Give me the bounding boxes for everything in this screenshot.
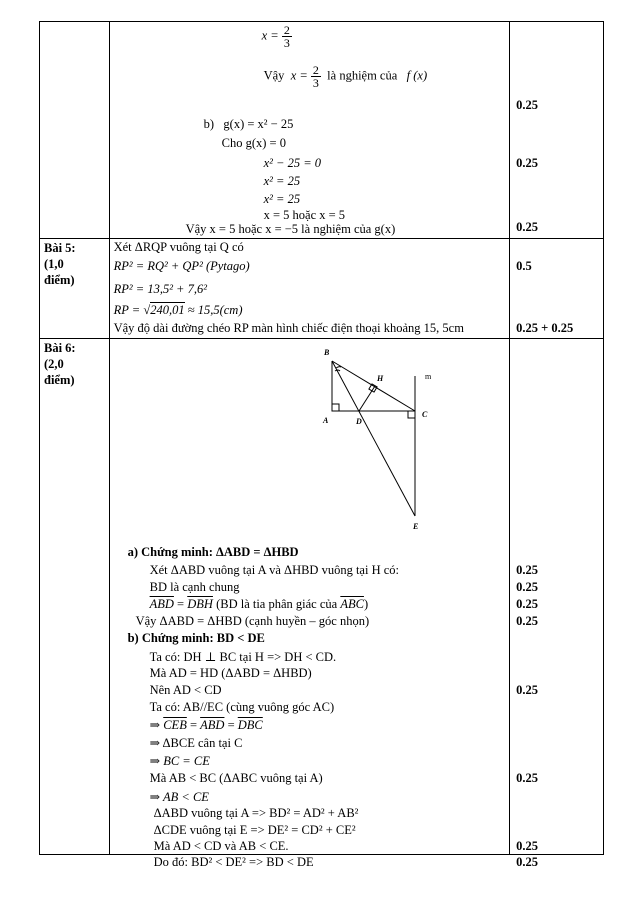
score: 0.5 <box>516 259 532 273</box>
angle-abc: $\overline{ABC}$ <box>340 597 364 611</box>
content-cell <box>109 22 510 239</box>
implies-icon: ⇒ <box>149 718 164 732</box>
eq-sign: = <box>224 718 238 732</box>
a-line-2: BD là cạnh chung <box>149 580 240 594</box>
line-bc <box>332 361 415 411</box>
score-cell <box>510 339 604 869</box>
vay-fraction <box>311 64 321 89</box>
line-4 <box>114 303 243 318</box>
reason: (BD là tia phân giác của <box>212 597 341 611</box>
point-label-d: D <box>355 417 362 426</box>
point-label-b: B <box>323 348 329 357</box>
close-paren: ) <box>363 597 369 611</box>
score: 0.25 <box>516 580 539 594</box>
conclusion-line: Vậy x = 5 hoặc x = −5 là nghiệm của g(x) <box>185 222 396 236</box>
angle-abd: $\overline{ABD}$ <box>200 718 225 732</box>
b-line-10: ΔABD vuông tại A => BD² = AD² + AB² <box>153 806 359 820</box>
answer-table <box>39 21 604 869</box>
vay-x: x = <box>290 68 308 83</box>
b-line-11: ΔCDE vuông tại E => DE² = CD² + CE² <box>153 823 356 837</box>
bai-label: Bài 5: <box>44 241 76 255</box>
angle-abd: $\overline{ABD}$ <box>149 597 174 611</box>
b-line-13: Do đó: BD² < DE² => BD < DE <box>153 855 314 869</box>
sqrt-icon: √ <box>143 303 151 317</box>
eq1: x² − 25 = 0 <box>263 156 322 170</box>
score: 0.25 <box>516 156 539 170</box>
b-expr: g(x) = x² − 25 <box>223 117 294 131</box>
right-angle-a <box>332 404 339 411</box>
eq-sign: = <box>173 597 188 611</box>
b-line-7: ⇒ BC = CE <box>149 754 210 768</box>
line-3: RP² = 13,5² + 7,6² <box>113 282 207 296</box>
point-label-a: A <box>322 416 328 425</box>
score: 0.25 <box>516 839 539 853</box>
vay-prefix: Vậy <box>263 68 285 83</box>
b-line-8: Mà AB < BC (ΔABC vuông tại A) <box>149 771 323 785</box>
content-cell <box>109 239 510 339</box>
bai-label: Bài 6: <box>44 341 76 355</box>
label-cell <box>40 239 110 339</box>
b-line-1: Ta có: DH ⊥ BC tại H => DH < CD. <box>149 650 337 664</box>
points-unit: điểm) <box>44 373 75 387</box>
b-line <box>204 117 294 132</box>
table-row-bai-6 <box>40 339 604 855</box>
point-label-m: m <box>424 372 431 381</box>
line-dh <box>359 386 375 411</box>
score: 0.25 <box>516 98 539 112</box>
line-5: Vậy độ dài đường chéo RP màn hình chiếc điện thoại khoảng 15, 5cm <box>113 321 464 335</box>
vay-num: 2 <box>312 63 319 77</box>
content-cell <box>109 339 510 869</box>
approx: ≈ 15,5(cm) <box>187 303 243 317</box>
radicand: 240,01 <box>150 303 185 317</box>
vay-den: 3 <box>312 76 319 90</box>
b-line-9: ⇒ AB < CE <box>149 790 209 804</box>
points-unit: điểm) <box>44 273 75 287</box>
fraction <box>282 24 292 49</box>
x-eq: x = <box>261 28 279 43</box>
score: 0.25 <box>516 614 539 628</box>
score: 0.25 <box>516 683 539 697</box>
a-line-1: Xét ΔABD vuông tại A và ΔHBD vuông tại H có: <box>149 563 399 577</box>
line-2: RP² = RQ² + QP² (Pytago) <box>113 259 250 273</box>
score: 0.25 <box>516 220 539 234</box>
label-cell <box>40 339 110 855</box>
eq4: x = 5 hoặc x = 5 <box>263 208 346 222</box>
geometry-figure <box>240 341 431 541</box>
frac-line <box>262 24 292 49</box>
score-cell <box>510 22 604 239</box>
b-line-6: ⇒ ΔBCE cân tại C <box>149 736 243 750</box>
angle-dbh: $\overline{DBH}$ <box>187 597 213 611</box>
point-label-h: H <box>376 374 383 383</box>
vay-line <box>264 64 428 89</box>
angle-dbc: $\overline{DBC}$ <box>237 718 263 732</box>
vay-suffix: là nghiệm của <box>327 68 398 83</box>
part-a-title: a) Chứng minh: ΔABD = ΔHBD <box>127 545 299 559</box>
b-line-12: Mà AD < CD và AB < CE. <box>153 839 289 853</box>
score: 0.25 <box>516 597 539 611</box>
score: 0.25 + 0.25 <box>516 321 574 335</box>
table-row-part-a-b <box>40 22 604 239</box>
fx: f (x) <box>406 68 428 83</box>
part-b-title: b) Chứng minh: BD < DE <box>127 631 265 645</box>
b-line-3: Nên AD < CD <box>149 683 222 697</box>
cho-line: Cho g(x) = 0 <box>221 136 286 150</box>
label-cell <box>40 22 110 239</box>
points-label: (2,0 <box>44 357 64 371</box>
rp-eq: RP = <box>113 303 141 317</box>
eq-sign: = <box>186 718 201 732</box>
frac-den: 3 <box>283 36 290 50</box>
eq2: x² = 25 <box>263 174 301 188</box>
answer-table-page <box>39 21 604 869</box>
eq3: x² = 25 <box>263 192 301 206</box>
point-label-e: E <box>412 522 418 531</box>
angle-ceb: $\overline{CEB}$ <box>163 718 187 732</box>
b-label: b) <box>203 117 215 131</box>
a-line-3 <box>150 597 369 612</box>
score: 0.25 <box>516 563 539 577</box>
score-cell <box>510 239 604 339</box>
score: 0.25 <box>516 855 539 869</box>
points-label: (1,0 <box>44 257 64 271</box>
score: 0.25 <box>516 771 539 785</box>
line-1: Xét ΔRQP vuông tại Q có <box>113 240 244 254</box>
a-line-4: Vậy ΔABD = ΔHBD (cạnh huyền – góc nhọn) <box>135 614 370 628</box>
b-line-4: Ta có: AB//EC (cùng vuông góc AC) <box>149 700 335 714</box>
b-line-5 <box>150 717 263 733</box>
table-row-bai-5 <box>40 239 604 339</box>
frac-num: 2 <box>283 23 290 37</box>
b-line-2: Mà AD = HD (ΔABD = ΔHBD) <box>149 666 312 680</box>
right-angle-c <box>408 411 415 418</box>
angle-mark-b1 <box>336 367 341 368</box>
point-label-c: C <box>421 410 427 419</box>
